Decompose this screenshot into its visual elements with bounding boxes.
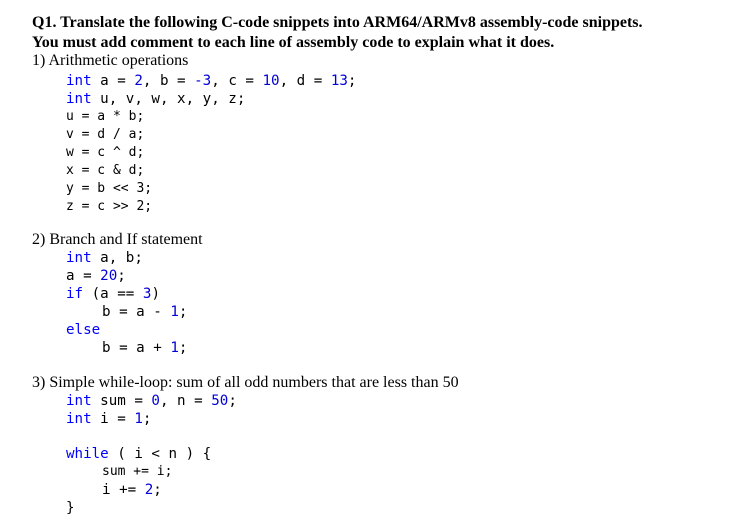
code-text: , b = xyxy=(142,73,195,89)
code-line-s3-body2 xyxy=(102,481,162,499)
question-title xyxy=(32,13,752,53)
code-number: 2 xyxy=(134,73,143,89)
code-text: a, b; xyxy=(91,250,143,266)
code-number: 1 xyxy=(170,340,179,356)
question-title-line-1: Q1. Translate the following C-code snippets into ARM64/ARMv8 assembly-code snippets. xyxy=(32,14,643,31)
code-text: ( i < n ) { xyxy=(108,446,212,462)
keyword-int: int xyxy=(66,393,92,409)
code-text: ) xyxy=(151,286,160,302)
code-text: ; xyxy=(228,393,237,409)
code-number: -3 xyxy=(194,73,212,89)
code-text: i += xyxy=(102,482,145,498)
code-line-s1-decl2 xyxy=(66,90,245,108)
code-text: ; xyxy=(178,304,188,320)
code-number: 0 xyxy=(151,393,160,409)
keyword-if: if xyxy=(66,286,84,302)
keyword-int: int xyxy=(66,250,92,266)
code-text: ; xyxy=(347,73,357,89)
code-line-s2-if xyxy=(66,285,160,303)
code-line-s3-close: } xyxy=(66,500,75,516)
code-text: , n = xyxy=(159,393,212,409)
keyword-while: while xyxy=(66,446,109,462)
code-text: sum = xyxy=(91,393,152,409)
code-text: a = xyxy=(66,268,101,284)
code-line-s2-decl xyxy=(66,249,143,267)
section-3-heading: 3) Simple while-loop: sum of all odd numbers that are less than 50 xyxy=(32,374,459,391)
code-text: (a == xyxy=(83,286,143,302)
keyword-int: int xyxy=(66,411,92,427)
code-line-s2-else xyxy=(66,321,100,339)
code-text: , d = xyxy=(279,73,331,89)
code-text: ; xyxy=(117,268,126,284)
code-line-s3-body1: sum += i; xyxy=(102,464,173,479)
code-text: b = a - xyxy=(102,304,171,320)
code-line-s2-else-body xyxy=(102,339,187,357)
section-1-heading: 1) Arithmetic operations xyxy=(32,52,189,69)
keyword-else: else xyxy=(66,322,101,338)
code-line-op-w: w = c ^ d; xyxy=(66,145,145,160)
code-number: 10 xyxy=(262,73,280,89)
code-text: , c = xyxy=(211,73,263,89)
code-line-s2-then xyxy=(102,303,187,321)
code-number: 50 xyxy=(211,393,229,409)
code-text: u, v, w, x, y, z; xyxy=(91,91,246,107)
code-line-op-u: u = a * b; xyxy=(66,109,145,124)
keyword-int: int xyxy=(66,91,92,107)
code-number: 3 xyxy=(142,286,152,302)
code-line-op-v: v = d / a; xyxy=(66,127,145,142)
code-line-op-x: x = c & d; xyxy=(66,163,145,178)
code-number: 1 xyxy=(170,304,179,320)
code-line-s3-decl1 xyxy=(66,392,237,410)
code-line-op-z: z = c >> 2; xyxy=(66,199,153,214)
code-number: 1 xyxy=(134,411,143,427)
code-text: i = xyxy=(91,411,135,427)
code-line-op-y: y = b << 3; xyxy=(66,181,153,196)
keyword-int: int xyxy=(66,73,92,89)
code-line-s3-while xyxy=(66,445,211,463)
code-text: a = xyxy=(91,73,135,89)
code-line-s3-decl2 xyxy=(66,410,151,428)
question-title-line-2: You must add comment to each line of assembly code to explain what it does. xyxy=(32,34,555,51)
code-text: ; xyxy=(153,482,162,498)
code-line-s1-decl1 xyxy=(66,72,356,90)
section-2-heading: 2) Branch and If statement xyxy=(32,231,203,248)
code-number: 20 xyxy=(100,268,118,284)
code-text: ; xyxy=(178,340,188,356)
code-number: 13 xyxy=(330,73,348,89)
code-number: 2 xyxy=(144,482,154,498)
code-text: b = a + xyxy=(102,340,171,356)
code-line-s2-assign xyxy=(66,267,126,285)
code-text: ; xyxy=(142,411,152,427)
